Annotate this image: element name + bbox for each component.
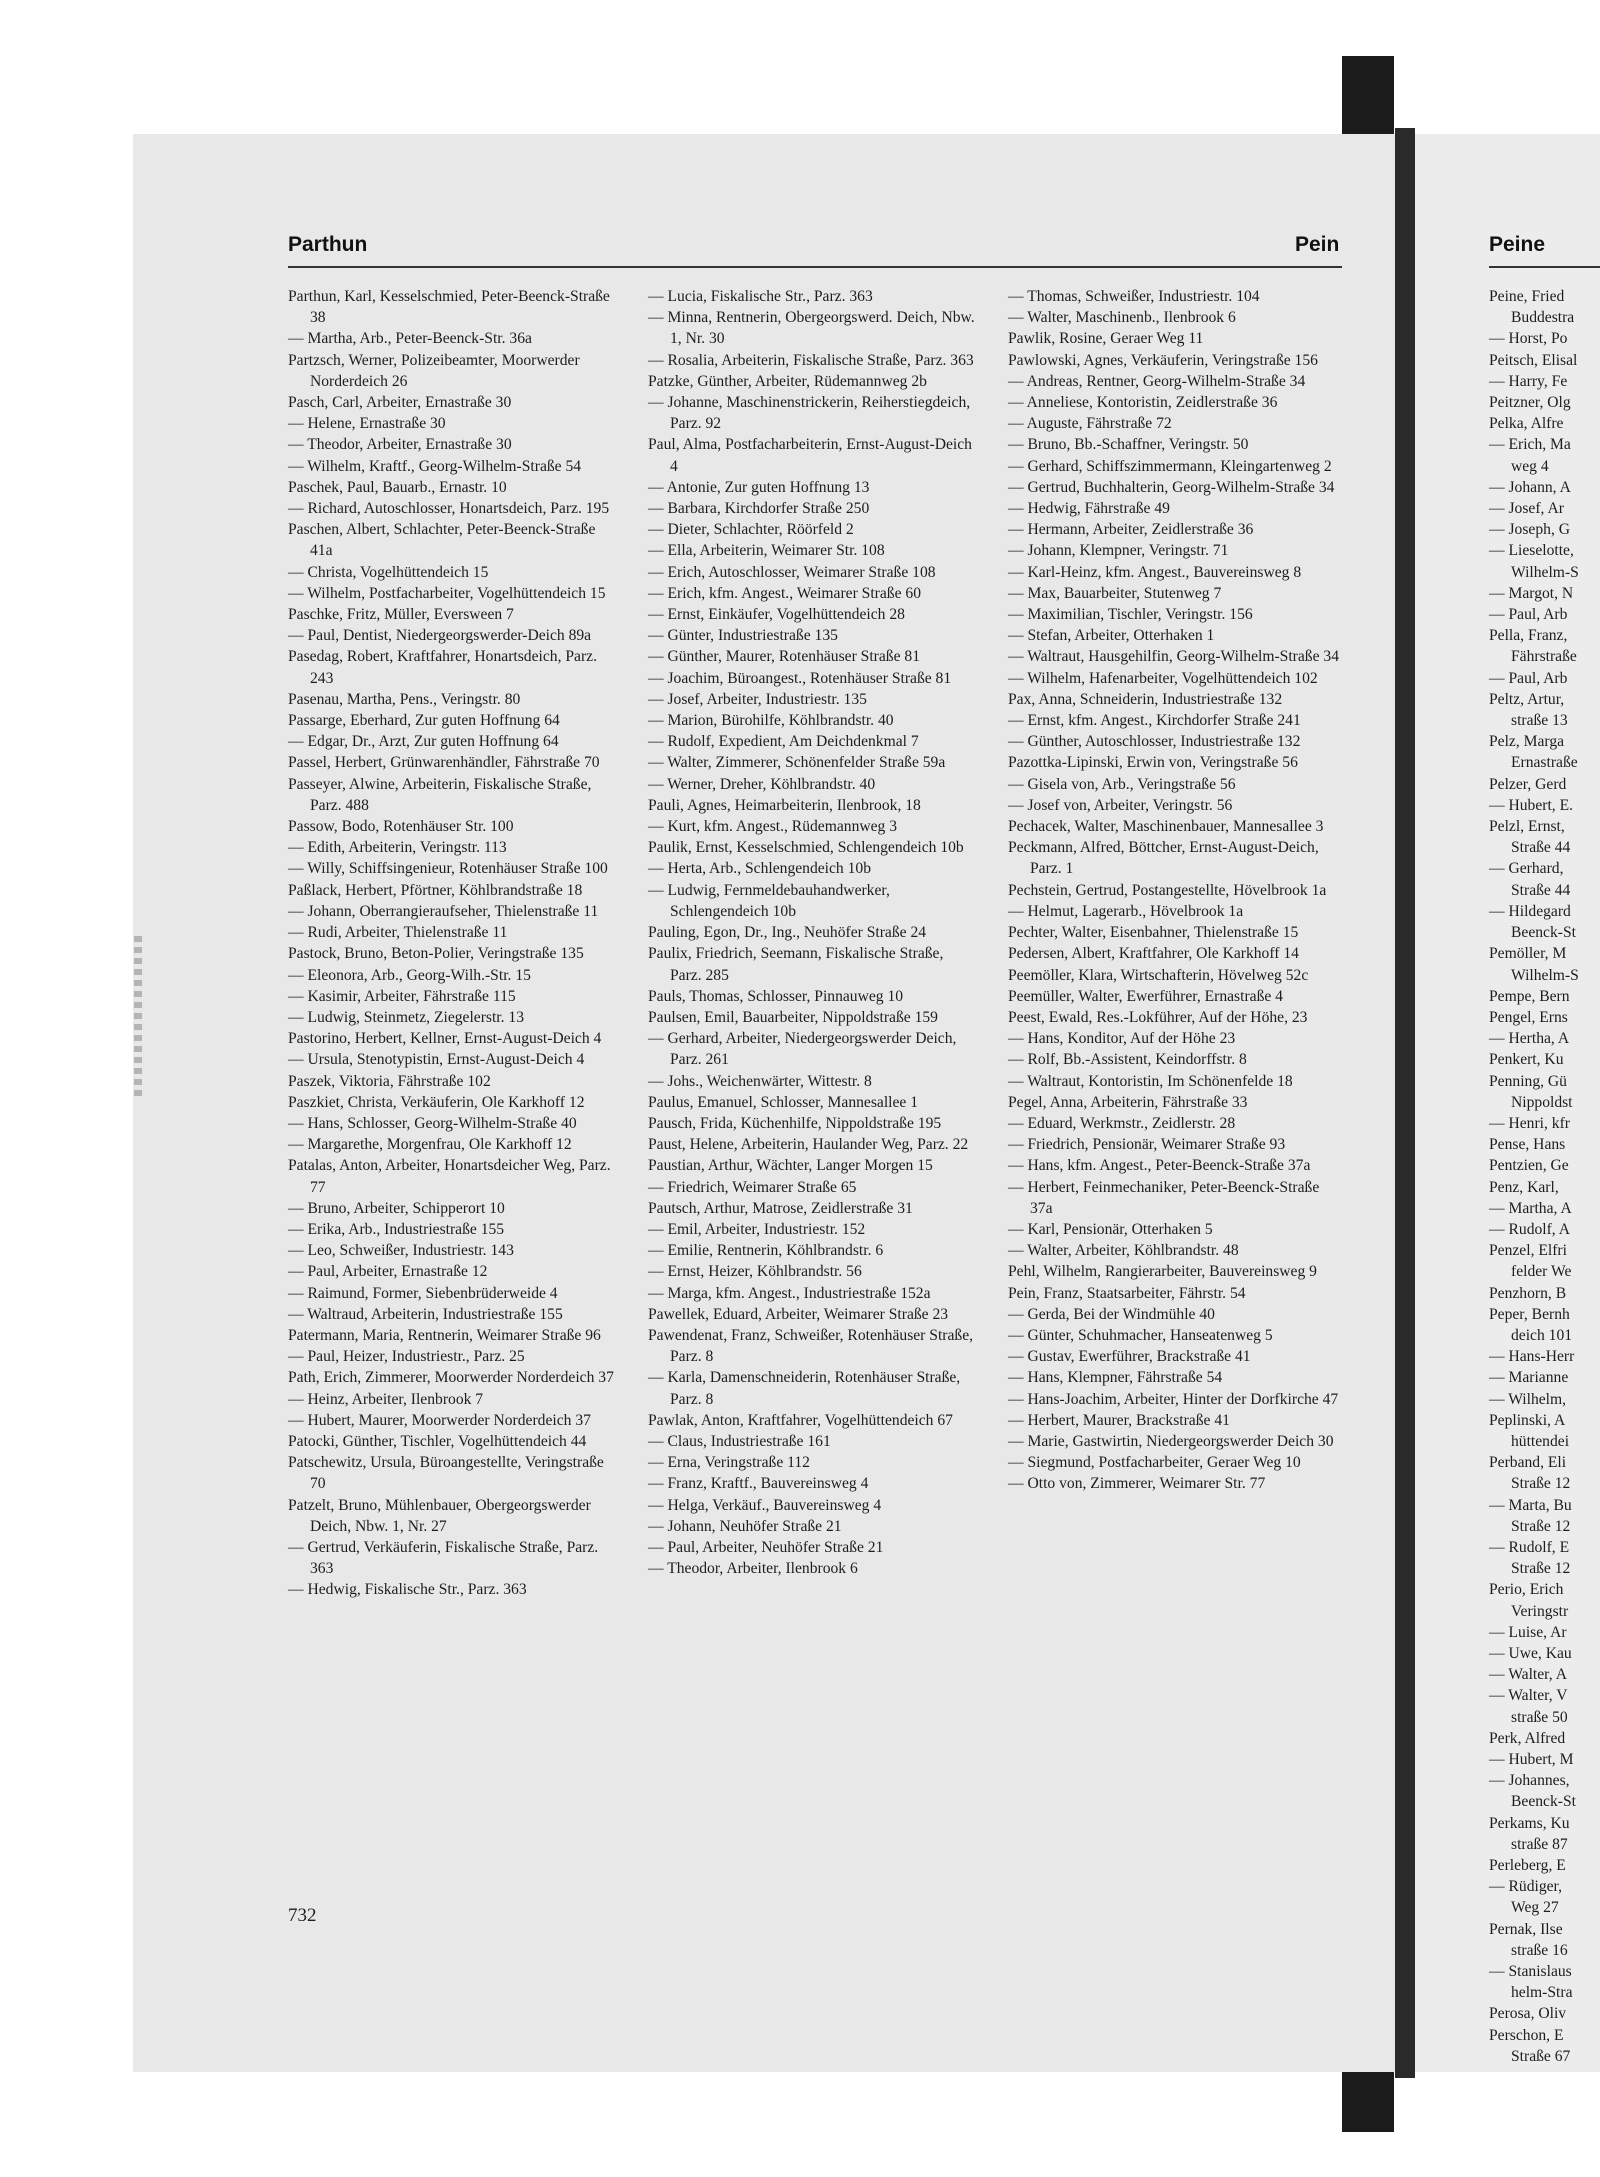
directory-entry-fragment: weg 4 <box>1511 457 1549 475</box>
directory-entry: Pegel, Anna, Arbeiterin, Fährstraße 33 <box>1008 1093 1248 1111</box>
directory-entry-fragment: Beenck-St <box>1511 1793 1576 1811</box>
directory-entry-fragment: — Martha, A <box>1489 1199 1572 1217</box>
directory-entry: Paulus, Emanuel, Schlosser, Mannesallee 1 <box>648 1093 919 1111</box>
directory-entry: — Lucia, Fiskalische Str., Parz. 363 <box>648 288 873 305</box>
directory-entry: Paszkiet, Christa, Verkäuferin, Ole Karkhoff 12 <box>288 1093 585 1111</box>
directory-entry-fragment: — Hertha, A <box>1489 1030 1570 1048</box>
directory-entry: — Gertrud, Verkäuferin, Fiskalische Straße, Parz. 363 <box>288 1538 599 1578</box>
directory-entry: — Maximilian, Tischler, Veringstr. 156 <box>1008 606 1253 624</box>
directory-entry: — Rolf, Bb.-Assistent, Keindorffstr. 8 <box>1008 1051 1247 1069</box>
directory-entry: Patermann, Maria, Rentnerin, Weimarer Straße 96 <box>288 1326 601 1344</box>
directory-entry: — Martha, Arb., Peter-Beenck-Str. 36a <box>288 330 532 348</box>
directory-entry: — Paul, Heizer, Industriestr., Parz. 25 <box>288 1348 525 1366</box>
header-rule <box>288 266 1342 268</box>
column-3 <box>1008 286 1344 1495</box>
directory-entry: Pasch, Carl, Arbeiter, Ernastraße 30 <box>288 394 512 412</box>
directory-entry: — Theodor, Arbeiter, Ilenbrook 6 <box>648 1560 858 1578</box>
directory-entry: Pawendenat, Franz, Schweißer, Rotenhäuser Straße, Parz. 8 <box>648 1326 974 1366</box>
directory-entry-fragment: Perleberg, E <box>1489 1857 1566 1875</box>
directory-entry: Pautsch, Arthur, Matrose, Zeidlerstraße 31 <box>648 1199 913 1217</box>
directory-entry: — Erich, Autoschlosser, Weimarer Straße 108 <box>648 563 936 581</box>
directory-entry: — Johs., Weichenwärter, Wittestr. 8 <box>648 1072 872 1090</box>
directory-entry: Patzelt, Bruno, Mühlenbauer, Obergeorgswerder Deich, Nbw. 1, Nr. 27 <box>288 1496 591 1535</box>
directory-entry: — Emilie, Rentnerin, Köhlbrandstr. 6 <box>648 1242 884 1260</box>
directory-entry-fragment: — Luise, Ar <box>1489 1623 1567 1641</box>
directory-entry: — Friedrich, Pensionär, Weimarer Straße 93 <box>1008 1136 1286 1154</box>
directory-entry: Pedersen, Albert, Kraftfahrer, Ole Karkhoff 14 <box>1008 945 1299 963</box>
directory-entry: — Günther, Maurer, Rotenhäuser Straße 81 <box>648 648 920 666</box>
directory-entry: — Josef, Arbeiter, Industriestr. 135 <box>648 690 867 708</box>
directory-entry-fragment: Beenck-St <box>1511 924 1576 942</box>
directory-entry-fragment: Perio, Erich <box>1489 1581 1564 1599</box>
directory-entry-fragment: Pelz, Marga <box>1489 733 1565 751</box>
directory-entry-fragment: Perschon, E <box>1489 2026 1564 2044</box>
directory-entry: — Ernst, Einkäufer, Vogelhüttendeich 28 <box>648 606 905 624</box>
gutter-shadow-bottom <box>1342 2072 1394 2132</box>
directory-entry-fragment: Pense, Hans <box>1489 1136 1566 1154</box>
directory-entry: — Erich, kfm. Angest., Weimarer Straße 60 <box>648 584 922 602</box>
directory-entry: — Barbara, Kirchdorfer Straße 250 <box>648 500 870 518</box>
directory-entry: Paszek, Viktoria, Fährstraße 102 <box>288 1072 491 1090</box>
directory-entry: — Marion, Bürohilfe, Köhlbrandstr. 40 <box>648 712 894 730</box>
directory-entry: Pein, Franz, Staatsarbeiter, Fährstr. 54 <box>1008 1284 1246 1302</box>
directory-entry-fragment: hüttendei <box>1511 1432 1570 1450</box>
directory-entry: Pawellek, Eduard, Arbeiter, Weimarer Straße 23 <box>648 1305 949 1323</box>
directory-entry-fragment: Perk, Alfred <box>1489 1729 1566 1747</box>
margin-stamp <box>134 936 142 1096</box>
directory-entry: — Leo, Schweißer, Industriestr. 143 <box>288 1242 514 1260</box>
directory-entry: Pawlak, Anton, Kraftfahrer, Vogelhüttendeich 67 <box>648 1411 953 1429</box>
directory-entry-fragment: Penz, Karl, <box>1489 1178 1559 1196</box>
directory-entry-fragment: Peper, Bernh <box>1489 1305 1570 1323</box>
directory-entry: Pax, Anna, Schneiderin, Industriestraße 132 <box>1008 690 1283 708</box>
directory-entry: — Hans, Schlosser, Georg-Wilhelm-Straße 40 <box>288 1114 577 1132</box>
directory-entry-fragment: helm-Stra <box>1511 1984 1573 2002</box>
directory-entry-fragment: straße 16 <box>1511 1941 1568 1959</box>
directory-entry: Pechstein, Gertrud, Postangestellte, Hövelbrook 1a <box>1008 881 1327 899</box>
directory-entry: — Thomas, Schweißer, Industriestr. 104 <box>1008 288 1260 305</box>
directory-entry-fragment: — Stanislaus <box>1489 1963 1572 1981</box>
directory-entry: — Hubert, Maurer, Moorwerder Norderdeich 37 <box>288 1411 591 1429</box>
directory-entry-fragment: — Marianne <box>1489 1369 1569 1387</box>
directory-entry: — Waltraud, Arbeiterin, Industriestraße 155 <box>288 1305 563 1323</box>
directory-entry: Patzke, Günther, Arbeiter, Rüdemannweg 2b <box>648 372 927 390</box>
directory-entry: Passel, Herbert, Grünwarenhändler, Fährstraße 70 <box>288 754 600 772</box>
directory-entry-fragment: — Johannes, <box>1489 1772 1570 1790</box>
directory-entry: — Rudolf, Expedient, Am Deichdenkmal 7 <box>648 733 919 751</box>
directory-entry: — Auguste, Fährstraße 72 <box>1008 415 1172 433</box>
directory-entry: — Johann, Oberrangieraufseher, Thielenstraße 11 <box>288 902 599 920</box>
directory-entry: — Marga, kfm. Angest., Industriestraße 152a <box>648 1284 931 1302</box>
directory-entry-fragment: deich 101 <box>1511 1326 1573 1344</box>
directory-entry: Partzsch, Werner, Polizeibeamter, Moorwerder Norderdeich 26 <box>288 351 580 390</box>
directory-entry: Paßlack, Herbert, Pförtner, Köhlbrandstraße 18 <box>288 881 583 899</box>
directory-entry: Peemüller, Walter, Ewerführer, Ernastraße 4 <box>1008 987 1283 1005</box>
directory-entry: Paul, Alma, Postfacharbeiterin, Ernst-August-Deich 4 <box>648 436 972 475</box>
directory-entry: — Eleonora, Arb., Georg-Wilh.-Str. 15 <box>288 966 531 984</box>
directory-entry: Pechacek, Walter, Maschinenbauer, Mannesallee 3 <box>1008 818 1324 836</box>
directory-entry: Paschke, Fritz, Müller, Eversween 7 <box>288 606 514 624</box>
directory-entry-fragment: — Rudolf, E <box>1489 1538 1570 1556</box>
directory-entry-fragment: — Erich, Ma <box>1489 436 1571 454</box>
directory-entry: — Franz, Kraftf., Bauvereinsweg 4 <box>648 1475 869 1493</box>
directory-entry-fragment: Fährstraße <box>1511 648 1577 666</box>
directory-entry: — Willy, Schiffsingenieur, Rotenhäuser Straße 100 <box>288 860 608 878</box>
directory-entry: Pauli, Agnes, Heimarbeiterin, Ilenbrook, 18 <box>648 796 921 814</box>
directory-entry-fragment: — Lieselotte, <box>1489 542 1574 560</box>
directory-entry: — Richard, Autoschlosser, Honartsdeich, Parz. 195 <box>288 500 610 518</box>
right-page-header-rule <box>1489 266 1600 268</box>
directory-entry-fragment: — Henri, kfr <box>1489 1114 1570 1132</box>
directory-entry: — Friedrich, Weimarer Straße 65 <box>648 1178 857 1196</box>
directory-entry-fragment: Wilhelm-S <box>1511 563 1579 581</box>
directory-entry-fragment: Pelka, Alfre <box>1489 415 1564 433</box>
directory-entry: — Ludwig, Steinmetz, Ziegelerstr. 13 <box>288 1008 525 1026</box>
directory-entry-fragment: Peine, Fried <box>1489 288 1565 305</box>
directory-entry: — Kurt, kfm. Angest., Rüdemannweg 3 <box>648 818 898 836</box>
directory-entry: — Waltraut, Hausgehilfin, Georg-Wilhelm-Straße 34 <box>1008 648 1339 666</box>
directory-entry-fragment: — Hans-Herr <box>1489 1348 1575 1366</box>
directory-entry-fragment: — Walter, V <box>1489 1687 1568 1705</box>
directory-entry: — Helmut, Lagerarb., Hövelbrook 1a <box>1008 902 1244 920</box>
directory-entry: — Hermann, Arbeiter, Zeidlerstraße 36 <box>1008 521 1254 539</box>
directory-entry: — Ernst, Heizer, Köhlbrandstr. 56 <box>648 1263 862 1281</box>
directory-entry: — Paul, Dentist, Niedergeorgswerder-Deich 89a <box>288 627 592 645</box>
directory-entry: Patschewitz, Ursula, Büroangestellte, Veringstraße 70 <box>288 1454 604 1493</box>
directory-entry: — Edgar, Dr., Arzt, Zur guten Hoffnung 64 <box>288 733 559 751</box>
directory-entry: — Hans-Joachim, Arbeiter, Hinter der Dorfkirche 47 <box>1008 1390 1339 1408</box>
directory-entry-fragment: Penzel, Elfri <box>1489 1242 1567 1260</box>
directory-entry-fragment: Straße 67 <box>1511 2047 1571 2065</box>
directory-entry: Pasedag, Robert, Kraftfahrer, Honartsdeich, Parz. 243 <box>288 648 597 687</box>
directory-entry: — Marie, Gastwirtin, Niedergeorgswerder Deich 30 <box>1008 1432 1334 1450</box>
directory-entry: — Otto von, Zimmerer, Weimarer Str. 77 <box>1008 1475 1266 1493</box>
directory-entry: — Paul, Arbeiter, Ernastraße 12 <box>288 1263 488 1281</box>
directory-entry: Pazottka-Lipinski, Erwin von, Veringstraße 56 <box>1008 754 1298 772</box>
directory-entry: — Rosalia, Arbeiterin, Fiskalische Straße, Parz. 363 <box>648 351 974 369</box>
directory-entry-fragment: — Johann, A <box>1489 478 1571 496</box>
directory-entry-fragment: straße 50 <box>1511 1708 1568 1726</box>
directory-entry: — Herbert, Feinmechaniker, Peter-Beenck-Straße 37a <box>1008 1178 1320 1217</box>
directory-entry-fragment: Straße 44 <box>1511 839 1571 857</box>
directory-entry: — Johann, Klempner, Veringstr. 71 <box>1008 542 1229 560</box>
directory-entry: — Hedwig, Fiskalische Str., Parz. 363 <box>288 1581 527 1599</box>
column-2 <box>648 286 978 1579</box>
directory-entry: — Minna, Rentnerin, Obergeorgswerd. Deich, Nbw. 1, Nr. 30 <box>648 309 975 348</box>
directory-entry-fragment: Perkams, Ku <box>1489 1814 1570 1832</box>
directory-entry-fragment: Peitsch, Elisal <box>1489 351 1578 369</box>
directory-entry-fragment: Ernastraße <box>1511 754 1578 772</box>
directory-entry-fragment: Pentzien, Ge <box>1489 1157 1569 1175</box>
directory-entry-fragment: Straße 12 <box>1511 1517 1571 1535</box>
directory-entry: — Walter, Arbeiter, Köhlbrandstr. 48 <box>1008 1242 1239 1260</box>
directory-entry: — Stefan, Arbeiter, Otterhaken 1 <box>1008 627 1215 645</box>
directory-entry-fragment: Pemöller, M <box>1489 945 1567 963</box>
directory-entry: — Ella, Arbeiterin, Weimarer Str. 108 <box>648 542 885 560</box>
directory-entry: — Heinz, Arbeiter, Ilenbrook 7 <box>288 1390 484 1408</box>
directory-entry-fragment: Nippoldst <box>1511 1093 1573 1111</box>
directory-entry-fragment: straße 13 <box>1511 712 1568 730</box>
directory-entry: Pawlowski, Agnes, Verkäuferin, Veringstraße 156 <box>1008 351 1318 369</box>
gutter-shadow-top <box>1342 56 1394 134</box>
directory-entry: Patalas, Anton, Arbeiter, Honartsdeicher Weg, Parz. 77 <box>288 1157 611 1196</box>
directory-entry-fragment: — Horst, Po <box>1489 330 1568 348</box>
directory-entry: — Erna, Veringstraße 112 <box>648 1454 810 1472</box>
directory-entry-fragment: Penning, Gü <box>1489 1072 1567 1090</box>
directory-entry: — Joachim, Büroangest., Rotenhäuser Straße 81 <box>648 669 952 687</box>
directory-entry: — Hans, Konditor, Auf der Höhe 23 <box>1008 1030 1236 1048</box>
directory-entry: Pawlik, Rosine, Geraer Weg 11 <box>1008 330 1204 348</box>
directory-entry: Passarge, Eberhard, Zur guten Hoffnung 64 <box>288 712 560 730</box>
directory-entry-fragment: — Wilhelm, <box>1489 1390 1567 1408</box>
directory-entry: — Karla, Damenschneiderin, Rotenhäuser Straße, Parz. 8 <box>648 1369 961 1408</box>
directory-entry-fragment: Pelzer, Gerd <box>1489 775 1567 793</box>
directory-entry-fragment: Penkert, Ku <box>1489 1051 1564 1069</box>
directory-entry: Patocki, Günther, Tischler, Vogelhüttendeich 44 <box>288 1432 587 1450</box>
directory-entry: Pausch, Frida, Küchenhilfe, Nippoldstraße 195 <box>648 1114 942 1132</box>
directory-entry-fragment: Weg 27 <box>1511 1899 1559 1917</box>
directory-entry-fragment: Pelzl, Ernst, <box>1489 818 1565 836</box>
directory-entry: — Gertrud, Buchhalterin, Georg-Wilhelm-Straße 34 <box>1008 478 1335 496</box>
directory-entry-fragment: Perosa, Oliv <box>1489 2005 1567 2023</box>
directory-entry: Peckmann, Alfred, Böttcher, Ernst-August-Deich, Parz. 1 <box>1008 839 1319 878</box>
directory-entry: — Waltraut, Kontoristin, Im Schönenfelde 18 <box>1008 1072 1293 1090</box>
directory-entry: — Erika, Arb., Industriestraße 155 <box>288 1220 505 1238</box>
directory-entry-fragment: — Margot, N <box>1489 584 1574 602</box>
directory-entry: Pasenau, Martha, Pens., Veringstr. 80 <box>288 690 521 708</box>
directory-entry: — Gerhard, Schiffszimmermann, Kleingartenweg 2 <box>1008 457 1332 475</box>
directory-entry-fragment: Peitzner, Olg <box>1489 394 1571 412</box>
directory-entry: — Ernst, kfm. Angest., Kirchdorfer Straße 241 <box>1008 712 1301 730</box>
directory-entry: — Wilhelm, Kraftf., Georg-Wilhelm-Straße 54 <box>288 457 582 475</box>
directory-entry: Peemöller, Klara, Wirtschafterin, Hövelweg 52c <box>1008 966 1309 984</box>
directory-entry: — Gerda, Bei der Windmühle 40 <box>1008 1305 1215 1323</box>
directory-entry: — Günter, Schuhmacher, Hanseatenweg 5 <box>1008 1326 1273 1344</box>
directory-entry: — Siegmund, Postfacharbeiter, Geraer Weg 10 <box>1008 1454 1301 1472</box>
book-spine <box>1395 128 1415 2078</box>
directory-entry: — Bruno, Arbeiter, Schipperort 10 <box>288 1199 505 1217</box>
directory-entry-fragment: Pempe, Bern <box>1489 987 1570 1005</box>
directory-entry: Paschek, Paul, Bauarb., Ernastr. 10 <box>288 478 507 496</box>
directory-entry: — Christa, Vogelhüttendeich 15 <box>288 563 489 581</box>
directory-entry: Paulsen, Emil, Bauarbeiter, Nippoldstraße 159 <box>648 1008 938 1026</box>
directory-entry: — Werner, Dreher, Köhlbrandstr. 40 <box>648 775 876 793</box>
directory-entry: — Johanne, Maschinenstrickerin, Reiherstiegdeich, Parz. 92 <box>648 394 971 433</box>
directory-entry: — Andreas, Rentner, Georg-Wilhelm-Straße 34 <box>1008 372 1306 390</box>
directory-entry: Passow, Bodo, Rotenhäuser Str. 100 <box>288 818 514 836</box>
directory-entry: — Rudi, Arbeiter, Thielenstraße 11 <box>288 924 508 942</box>
directory-entry-fragment: Straße 12 <box>1511 1560 1571 1578</box>
directory-entry: — Margarethe, Morgenfrau, Ole Karkhoff 12 <box>288 1136 572 1154</box>
directory-entry: — Gisela von, Arb., Veringstraße 56 <box>1008 775 1236 793</box>
directory-entry-fragment: Pernak, Ilse <box>1489 1920 1563 1938</box>
directory-entry-fragment: felder We <box>1511 1263 1572 1281</box>
directory-entry: — Hans, kfm. Angest., Peter-Beenck-Straße 37a <box>1008 1157 1311 1175</box>
directory-entry: — Anneliese, Kontoristin, Zeidlerstraße 36 <box>1008 394 1278 412</box>
directory-entry: — Dieter, Schlachter, Röörfeld 2 <box>648 521 854 539</box>
directory-entry: — Helga, Verkäuf., Bauvereinsweg 4 <box>648 1496 882 1514</box>
directory-entry: — Gerhard, Arbeiter, Niedergeorgswerder Deich, Parz. 261 <box>648 1030 957 1069</box>
directory-entry-fragment: — Harry, Fe <box>1489 372 1568 390</box>
directory-entry-fragment: — Paul, Arb <box>1489 669 1568 687</box>
directory-entry: Pauls, Thomas, Schlosser, Pinnauweg 10 <box>648 987 904 1005</box>
directory-entry: — Wilhelm, Postfacharbeiter, Vogelhüttendeich 15 <box>288 584 606 602</box>
directory-entry: — Ursula, Stenotypistin, Ernst-August-Deich 4 <box>288 1051 585 1069</box>
directory-entry-fragment: straße 87 <box>1511 1835 1568 1853</box>
directory-entry: — Josef von, Arbeiter, Veringstr. 56 <box>1008 796 1233 814</box>
directory-entry-fragment: Straße 12 <box>1511 1475 1571 1493</box>
directory-entry-fragment: Veringstr <box>1511 1602 1569 1620</box>
directory-entry: Pauling, Egon, Dr., Ing., Neuhöfer Straße 24 <box>648 924 927 942</box>
directory-entry-fragment: — Joseph, G <box>1489 521 1570 539</box>
directory-entry: Peest, Ewald, Res.-Lokführer, Auf der Höhe, 23 <box>1008 1008 1308 1026</box>
directory-entry-fragment: — Uwe, Kau <box>1489 1645 1572 1662</box>
directory-entry-fragment: Perband, Eli <box>1489 1454 1567 1472</box>
right-page-column <box>1489 286 1600 2067</box>
directory-entry-fragment: — Walter, A <box>1489 1666 1567 1684</box>
directory-entry: — Eduard, Werkmstr., Zeidlerstr. 28 <box>1008 1114 1236 1132</box>
directory-entry: — Max, Bauarbeiter, Stutenweg 7 <box>1008 584 1222 602</box>
directory-entry: Passeyer, Alwine, Arbeiterin, Fiskalische Straße, Parz. 488 <box>288 775 592 814</box>
directory-entry-fragment: — Hubert, E. <box>1489 796 1574 814</box>
directory-entry-fragment: Buddestra <box>1511 309 1575 327</box>
directory-entry-fragment: Peplinski, A <box>1489 1411 1566 1429</box>
directory-entry: Pastorino, Herbert, Kellner, Ernst-August-Deich 4 <box>288 1030 602 1048</box>
directory-entry: — Emil, Arbeiter, Industriestr. 152 <box>648 1220 866 1238</box>
directory-entry: Pehl, Wilhelm, Rangierarbeiter, Bauvereinsweg 9 <box>1008 1263 1317 1281</box>
column-1 <box>288 286 618 1601</box>
directory-entry: Path, Erich, Zimmerer, Moorwerder Norderdeich 37 <box>288 1369 614 1387</box>
directory-entry: Paustian, Arthur, Wächter, Langer Morgen 15 <box>648 1157 933 1175</box>
directory-entry-fragment: Penzhorn, B <box>1489 1284 1567 1302</box>
directory-entry-fragment: — Hildegard <box>1489 902 1571 920</box>
directory-entry: Paulik, Ernst, Kesselschmied, Schlengendeich 10b <box>648 839 964 857</box>
directory-entry: — Johann, Neuhöfer Straße 21 <box>648 1517 842 1535</box>
directory-entry: — Antonie, Zur guten Hoffnung 13 <box>648 478 870 496</box>
directory-entry: — Ludwig, Fernmeldebauhandwerker, Schlengendeich 10b <box>648 881 890 920</box>
directory-entry-fragment: — Paul, Arb <box>1489 606 1568 624</box>
directory-entry: — Hans, Klempner, Fährstraße 54 <box>1008 1369 1223 1387</box>
directory-entry: — Karl-Heinz, kfm. Angest., Bauvereinsweg 8 <box>1008 563 1302 581</box>
directory-entry: Pastock, Bruno, Beton-Polier, Veringstraße 135 <box>288 945 584 963</box>
directory-entry: — Herta, Arb., Schlengendeich 10b <box>648 860 872 878</box>
directory-entry-fragment: — Hubert, M <box>1489 1751 1574 1769</box>
directory-entry: — Paul, Arbeiter, Neuhöfer Straße 21 <box>648 1538 884 1556</box>
directory-entry: — Günther, Autoschlosser, Industriestraße 132 <box>1008 733 1301 751</box>
directory-entry-fragment: — Rudolf, A <box>1489 1220 1571 1238</box>
directory-entry-fragment: Peltz, Artur, <box>1489 690 1565 708</box>
header-left: Parthun <box>288 233 368 256</box>
directory-entry: — Walter, Maschinenb., Ilenbrook 6 <box>1008 309 1236 327</box>
directory-entry-fragment: Wilhelm-S <box>1511 966 1579 984</box>
directory-entry: Parthun, Karl, Kesselschmied, Peter-Beenck-Straße 38 <box>288 288 610 327</box>
directory-entry: — Wilhelm, Hafenarbeiter, Vogelhüttendeich 102 <box>1008 669 1318 687</box>
directory-entry: — Theodor, Arbeiter, Ernastraße 30 <box>288 436 512 454</box>
directory-entry: — Herbert, Maurer, Brackstraße 41 <box>1008 1411 1230 1429</box>
directory-entry-fragment: — Josef, Ar <box>1489 500 1564 518</box>
directory-entry: — Bruno, Bb.-Schaffner, Veringstr. 50 <box>1008 436 1249 454</box>
directory-entry: — Hedwig, Fährstraße 49 <box>1008 500 1170 518</box>
directory-entry-fragment: — Rüdiger, <box>1489 1878 1563 1896</box>
directory-entry-fragment: — Marta, Bu <box>1489 1496 1572 1514</box>
directory-entry: — Edith, Arbeiterin, Veringstr. 113 <box>288 839 507 857</box>
directory-entry: — Karl, Pensionär, Otterhaken 5 <box>1008 1220 1213 1238</box>
directory-entry: — Günter, Industriestraße 135 <box>648 627 838 645</box>
directory-entry-fragment: — Gerhard, <box>1489 860 1564 878</box>
directory-entry-fragment: Pengel, Erns <box>1489 1008 1568 1026</box>
page-number: 732 <box>288 1905 317 1926</box>
directory-entry: — Kasimir, Arbeiter, Fährstraße 115 <box>288 987 516 1005</box>
directory-entry: Paulix, Friedrich, Seemann, Fiskalische Straße, Parz. 285 <box>648 945 944 984</box>
directory-entry: Paust, Helene, Arbeiterin, Haulander Weg, Parz. 22 <box>648 1136 969 1154</box>
directory-entry-fragment: Straße 44 <box>1511 881 1571 899</box>
directory-entry: — Walter, Zimmerer, Schönenfelder Straße 59a <box>648 754 946 772</box>
header-right: Pein <box>1295 233 1340 256</box>
directory-entry: Pechter, Walter, Eisenbahner, Thielenstraße 15 <box>1008 924 1299 942</box>
directory-entry: Paschen, Albert, Schlachter, Peter-Beenck-Straße 41a <box>288 521 596 560</box>
directory-entry: — Raimund, Former, Siebenbrüderweide 4 <box>288 1284 558 1302</box>
directory-entry: — Helene, Ernastraße 30 <box>288 415 446 433</box>
directory-entry-fragment: Pella, Franz, <box>1489 627 1568 645</box>
directory-entry: — Gustav, Ewerführer, Brackstraße 41 <box>1008 1348 1251 1366</box>
directory-entry: — Claus, Industriestraße 161 <box>648 1432 831 1450</box>
right-page-header: Peine <box>1489 233 1546 256</box>
